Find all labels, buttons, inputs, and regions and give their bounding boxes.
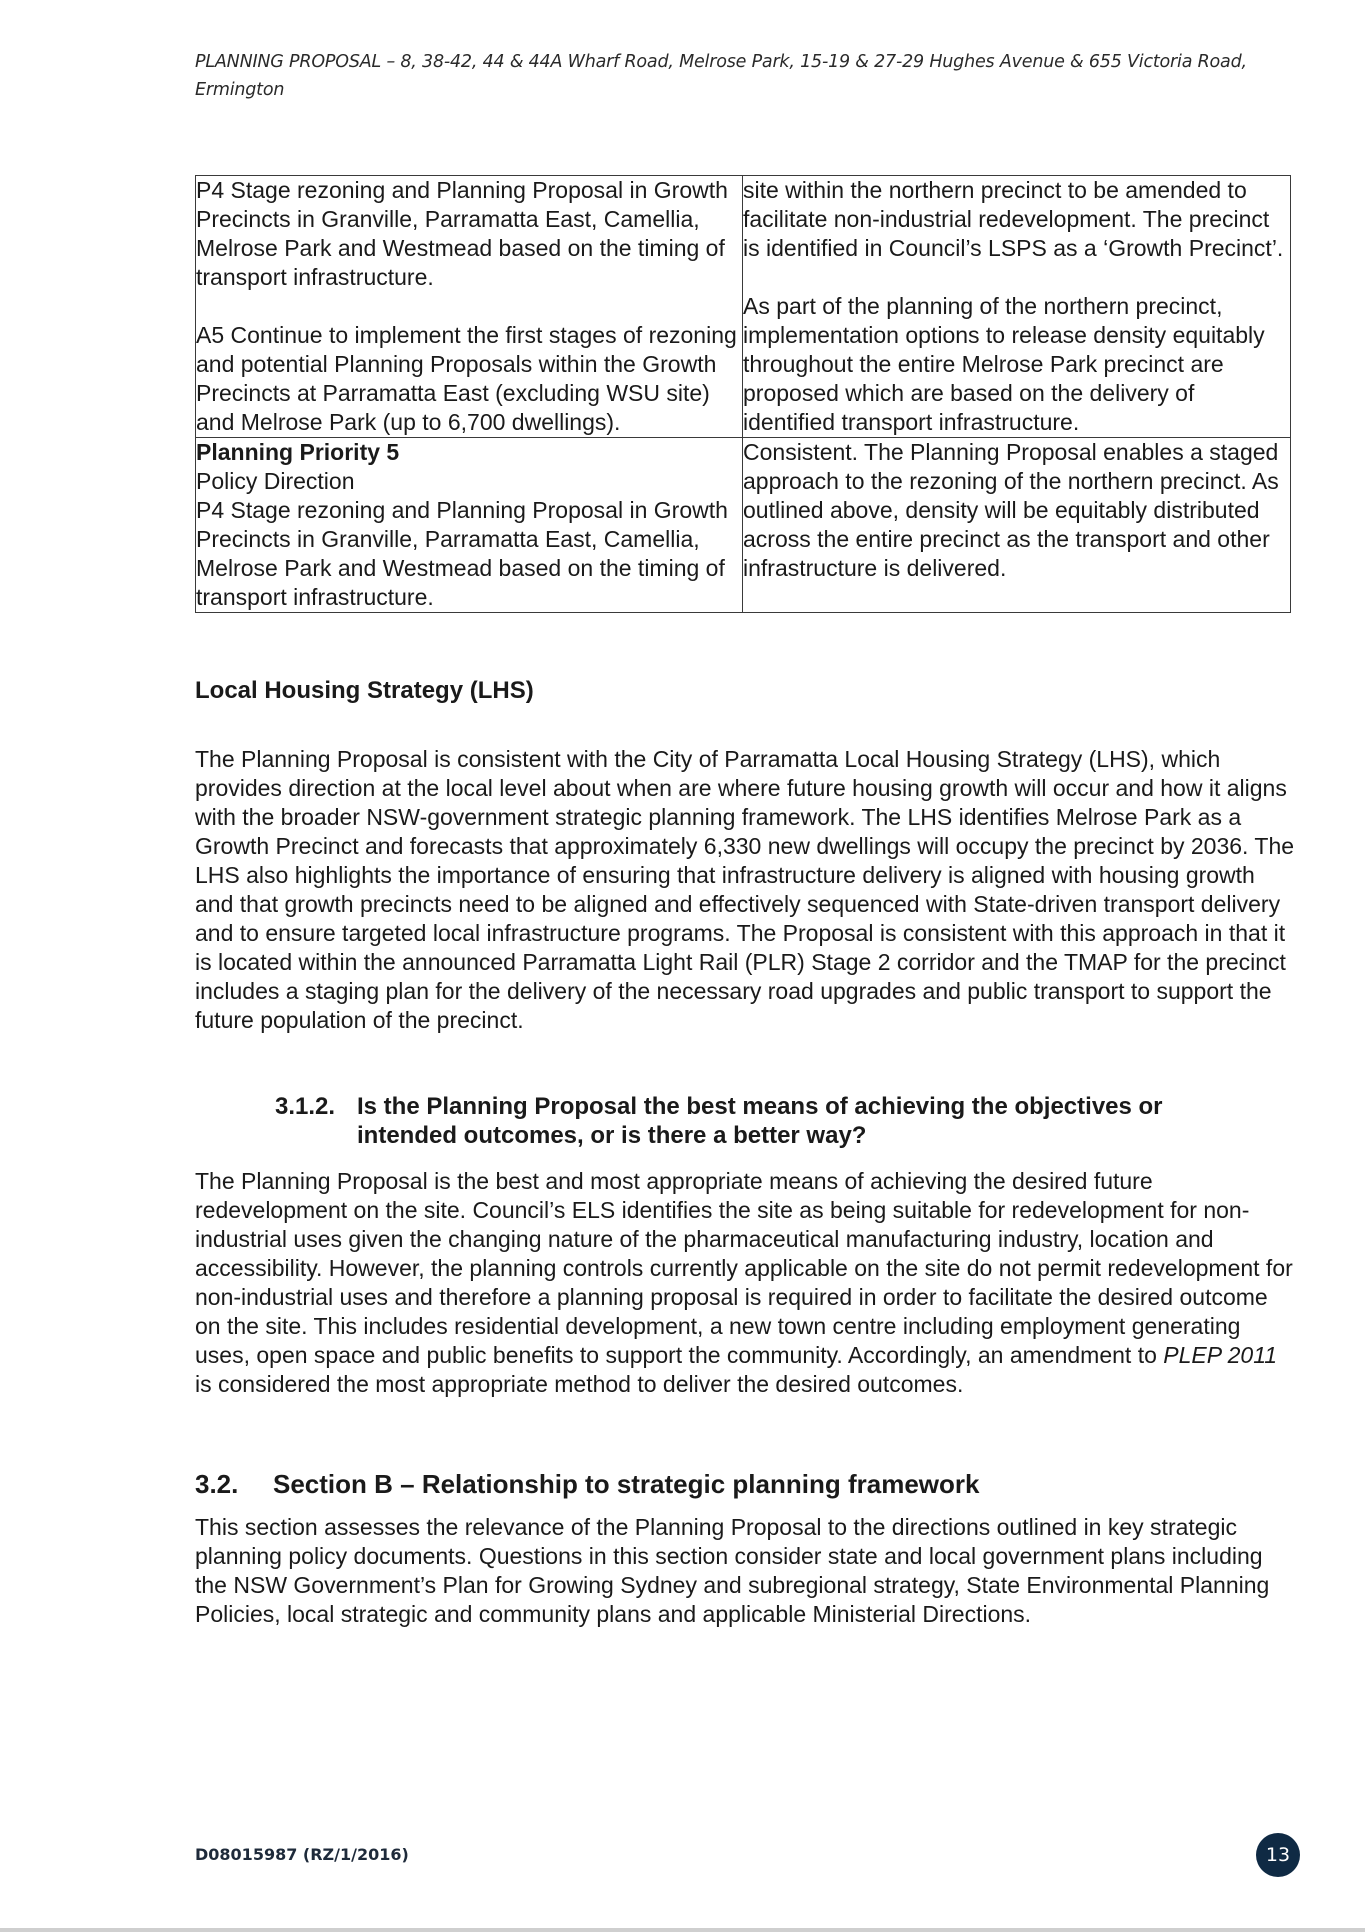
section-title: Section B – Relationship to strategic planning framework [273, 1469, 980, 1499]
cell-text: site within the northern precinct to be amended to facilitate non-industrial redevelopment. The precinct is identified in Council’s LSPS as a ‘Growth Precinct’. [743, 177, 1284, 261]
table-row [196, 438, 1291, 613]
header-line-1: PLANNING PROPOSAL – 8, 38-42, 44 & 44A Wharf Road, Melrose Park, 15-19 & 27-29 Hughes Avenue & 655 Victoria Road, [195, 52, 1247, 72]
document-reference: D08015987 (RZ/1/2016) [195, 1845, 409, 1864]
page-number-badge: 13 [1256, 1833, 1300, 1877]
table-cell-direction [196, 438, 743, 613]
cell-text: Consistent. The Planning Proposal enables a staged approach to the rezoning of the northern precinct. As outlined above, density will be equitably distributed across the entire precinct as the transport and other infrastructure is delivered. [743, 439, 1279, 581]
section-number: 3.2. [195, 1469, 239, 1499]
section-3-2-heading [195, 1469, 979, 1500]
question-3-1-2-paragraph: The Planning Proposal is the best and most appropriate means of achieving the desired future redevelopment on the site. Council’s ELS identifies the site as being suitable for redevelopment for non-industrial uses given the changing nature of the pharmaceutical manufacturing industry, location and accessibility. However, the planning controls currently applicable on the site do not permit redevelopment for non-industrial uses and therefore a planning proposal is required in order to facilitate the desired outcome on the site. This includes residential development, a new town centre including employment generating uses, open space and public benefits to support the community. Accordingly, an amendment to PLEP 2011 is considered the most appropriate method to deliver the desired outcomes. [195, 1168, 1293, 1397]
page-bottom-divider [0, 1928, 1365, 1932]
cell-text: A5 Continue to implement the first stages of rezoning and potential Planning Proposals within the Growth Precincts at Parramatta East (excluding WSU site) and Melrose Park (up to 6,700 dwellings). [196, 322, 737, 435]
planning-priority-table [195, 175, 1291, 613]
header-line-2: Ermington [195, 80, 285, 100]
table-cell-direction [196, 176, 743, 438]
table-cell-response [743, 176, 1291, 438]
table-row [196, 176, 1291, 438]
cell-text: As part of the planning of the northern precinct, implementation options to release density equitably throughout the entire Melrose Park precinct are proposed which are based on the delivery of identified transport infrastructure. [743, 293, 1265, 435]
lhs-heading: Local Housing Strategy (LHS) [195, 677, 534, 704]
cell-text: P4 Stage rezoning and Planning Proposal in Growth Precincts in Granville, Parramatta East, Camellia, Melrose Park and Westmead based on the timing of transport infrastructure. [196, 177, 728, 290]
lhs-paragraph: The Planning Proposal is consistent with the City of Parramatta Local Housing Strategy (LHS), which provides direction at the local level about when are where future housing growth will occur and how it aligns with the broader NSW-government strategic planning framework. The LHS identifies Melrose Park as a Growth Precinct and forecasts that approximately 6,330 new dwellings will occupy the precinct by 2036. The LHS also highlights the importance of ensuring that infrastructure delivery is aligned with housing growth and that growth precincts need to be aligned and effectively sequenced with State-driven transport delivery and to ensure targeted local infrastructure programs. The Proposal is consistent with this approach in that it is located within the announced Parramatta Light Rail (PLR) Stage 2 corridor and the TMAP for the precinct includes a staging plan for the delivery of the necessary road upgrades and public transport to support the future population of the precinct. [195, 746, 1295, 1033]
planning-priority-title: Planning Priority 5 [196, 439, 400, 465]
page-header [195, 48, 1295, 104]
question-3-1-2-heading [275, 1092, 1235, 1150]
section-number: 3.1.2. [275, 1093, 336, 1120]
section-3-2-paragraph: This section assesses the relevance of the Planning Proposal to the directions outlined in key strategic planning policy documents. Questions in this section consider state and local government plans including the NSW Government’s Plan for Growing Sydney and subregional strategy, State Environmental Planning Policies, local strategic and community plans and applicable Ministerial Directions. [195, 1514, 1270, 1627]
plep-reference: PLEP 2011 [1163, 1342, 1278, 1368]
cell-text: P4 Stage rezoning and Planning Proposal in Growth Precincts in Granville, Parramatta East, Camellia, Melrose Park and Westmead based on the timing of transport infrastructure. [196, 497, 728, 610]
policy-direction-label: Policy Direction [196, 468, 355, 494]
table-cell-response [743, 438, 1291, 613]
section-title: Is the Planning Proposal the best means of achieving the objectives or intended outcomes, or is there a better way? [357, 1093, 1163, 1149]
